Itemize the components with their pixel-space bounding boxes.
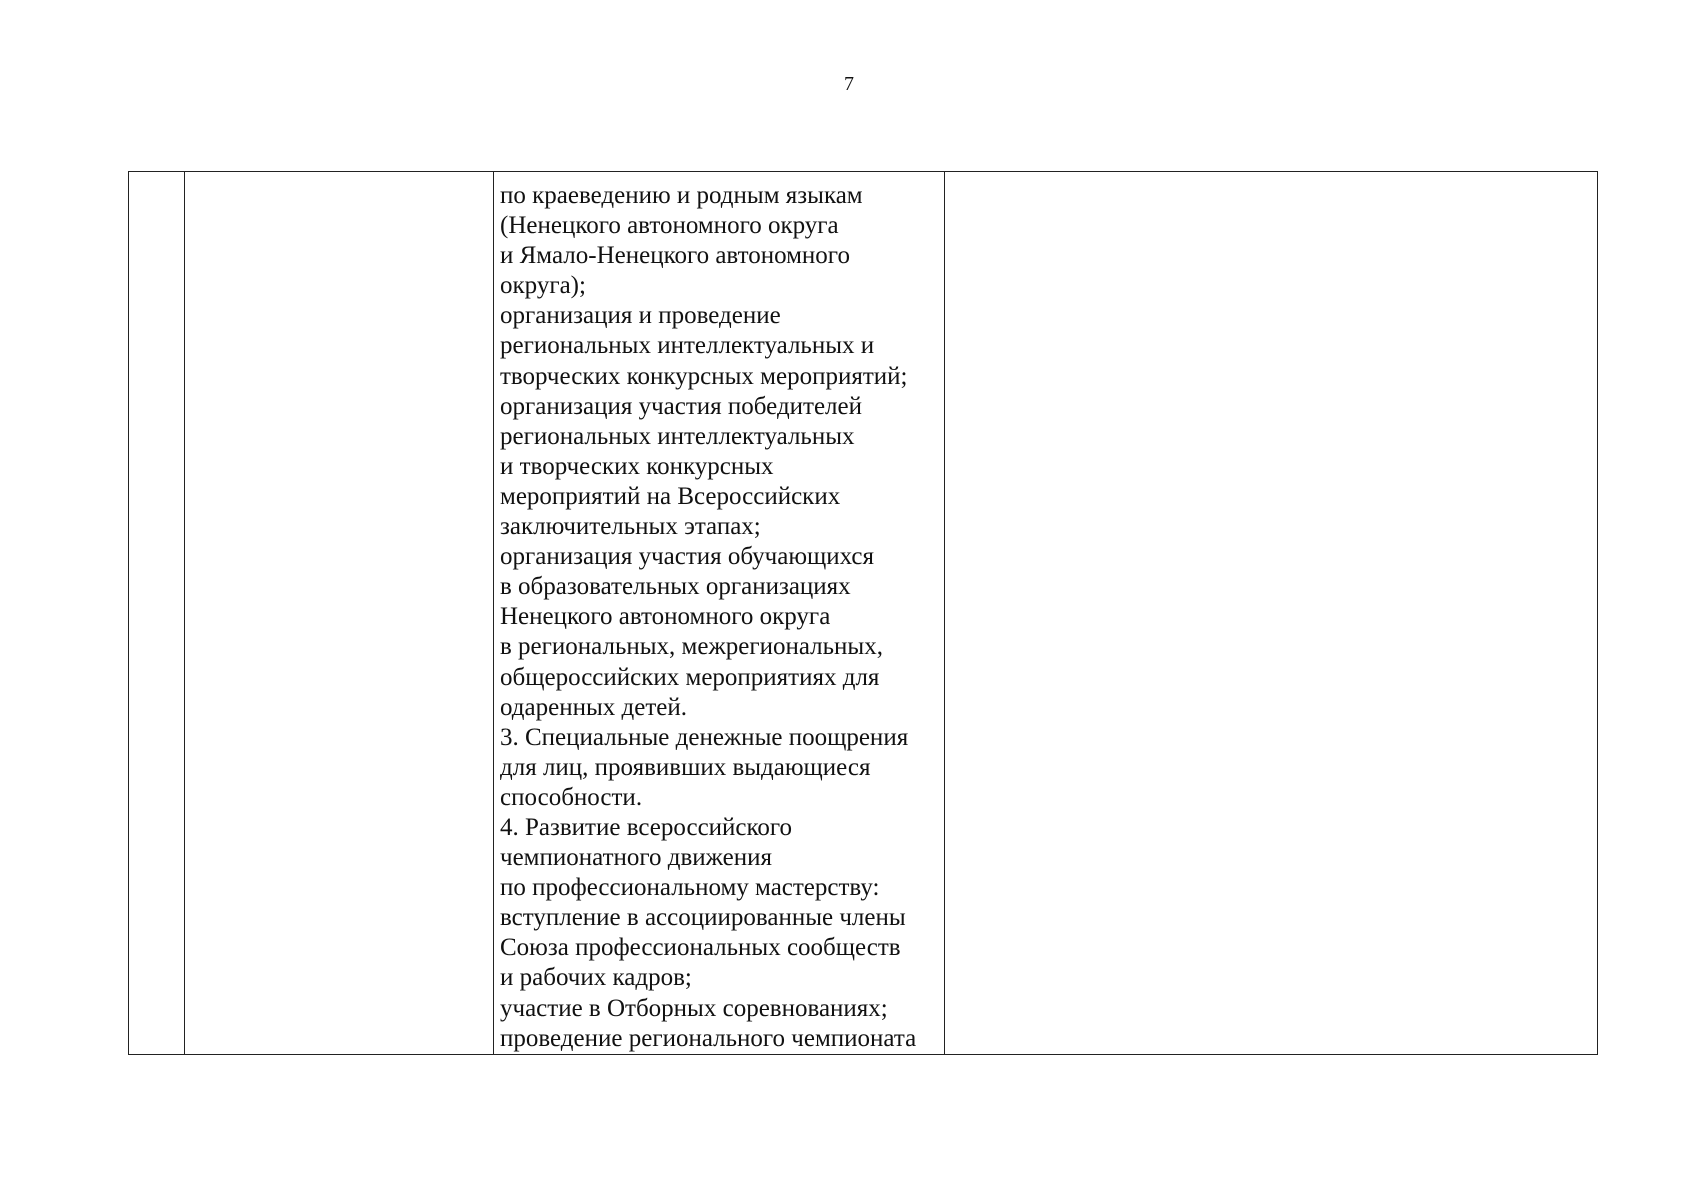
text-line: творческих конкурсных мероприятий; [500,362,908,390]
table-row [129,172,1598,1055]
text-line: Союза профессиональных сообществ [500,934,901,962]
text-line: участие в Отборных соревнованиях; [500,994,888,1022]
text-line: проведение регионального чемпионата [500,1024,917,1052]
text-line: региональных интеллектуальных и [500,332,875,360]
text-line: организация участия обучающихся [500,543,875,571]
text-line: организация участия победителей [500,392,863,420]
text-line: общероссийских мероприятиях для [500,663,880,691]
text-line: в образовательных организациях [500,573,851,601]
activities-text [494,172,944,1054]
text-line: способности. [500,783,643,811]
page-number: 7 [844,73,854,95]
text-line: чемпионатного движения [500,844,772,872]
text-line: для лиц, проявивших выдающиеся [500,753,871,781]
text-line: и рабочих кадров; [500,964,692,992]
table-cell-title [185,172,494,1055]
text-line: Ненецкого автономного округа [500,603,831,631]
text-line: по краеведению и родным языкам [500,182,863,209]
table-cell-number [129,172,185,1055]
text-line: 3. Специальные денежные поощрения [500,723,909,751]
text-line: и творческих конкурсных [500,452,774,480]
text-line: (Ненецкого автономного округа [500,212,839,240]
text-line: по профессиональному мастерству: [500,874,880,902]
text-line: одаренных детей. [500,693,687,721]
text-line: в региональных, межрегиональных, [500,633,883,661]
text-line: региональных интеллектуальных [500,422,855,450]
text-line: 4. Развитие всероссийского [500,813,793,841]
text-line: заключительных этапах; [500,513,761,541]
table-cell-notes [945,172,1598,1055]
text-line: мероприятий на Всероссийских [500,482,841,510]
text-line: округа); [500,272,586,300]
program-table [128,171,1598,1055]
text-line: организация и проведение [500,302,781,330]
table-cell-activities [494,172,945,1055]
text-line: и Ямало-Ненецкого автономного [500,242,850,270]
text-line: вступление в ассоциированные члены [500,904,906,932]
